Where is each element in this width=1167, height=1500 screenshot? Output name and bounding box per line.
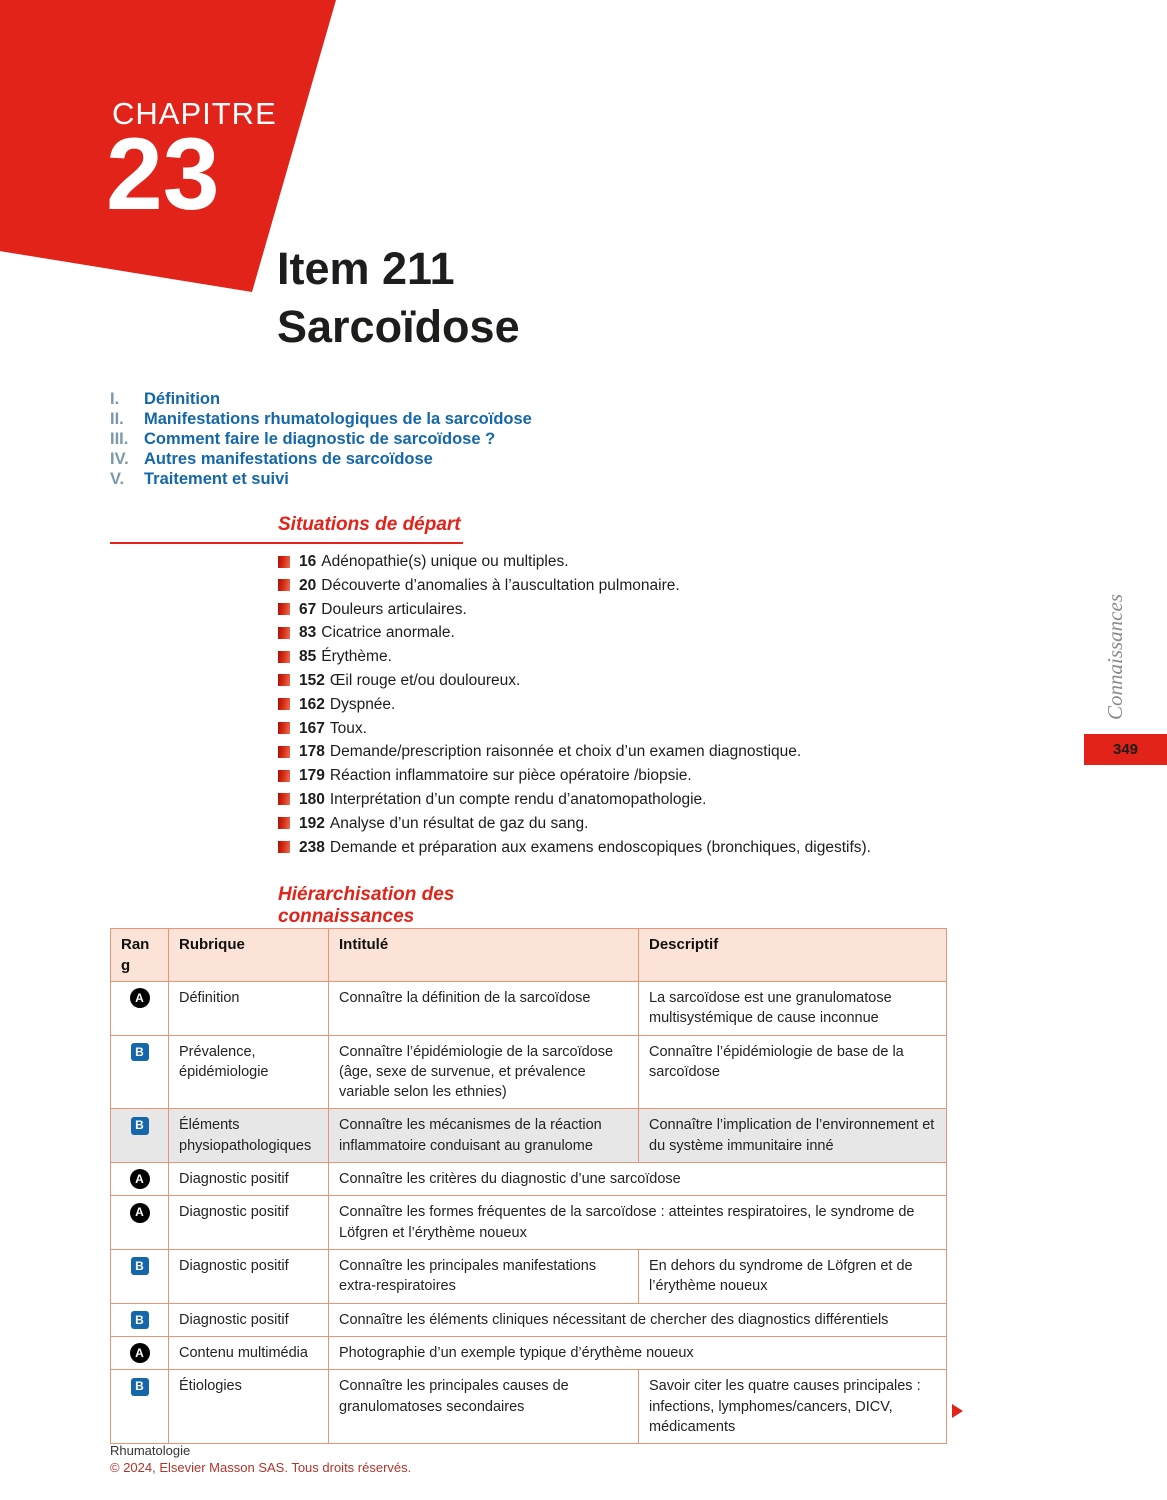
- situation-item: [278, 551, 871, 572]
- situation-item: [278, 837, 871, 858]
- descriptif-cell: Connaître l’épidémiologie de base de la sarcoïdose: [639, 1035, 947, 1109]
- table-header-cell: Rubrique: [169, 929, 329, 982]
- situation-number: 178: [299, 743, 325, 761]
- situation-item: [278, 622, 871, 643]
- rank-a-badge: A: [130, 988, 150, 1008]
- rank-a-badge: A: [130, 1343, 150, 1363]
- toc-numeral: III.: [110, 430, 129, 448]
- rubrique-cell: Diagnostic positif: [169, 1163, 329, 1196]
- table-row: [111, 1336, 947, 1369]
- situation-number: 238: [299, 838, 325, 856]
- knowledge-table-header: [111, 929, 947, 982]
- rank-cell: [111, 1109, 169, 1163]
- toc-numeral: I.: [110, 390, 120, 408]
- situation-text: Œil rouge et/ou douloureux.: [329, 671, 521, 689]
- rubrique-cell: Diagnostic positif: [169, 1250, 329, 1304]
- red-square-icon: [278, 674, 290, 686]
- situation-number: 16: [299, 553, 317, 570]
- table-row: [111, 1035, 947, 1109]
- intitule-cell: Connaître les critères du diagnostic d’une sarcoïdose: [329, 1163, 947, 1196]
- table-row: [111, 1250, 947, 1304]
- situation-number: 192: [299, 814, 325, 832]
- rubrique-cell: Éléments physiopathologiques: [169, 1109, 329, 1163]
- knowledge-table-body: [111, 982, 947, 1444]
- toc-item: [110, 389, 532, 409]
- table-row: [111, 1109, 947, 1163]
- situation-item: [278, 575, 871, 596]
- toc-numeral: II.: [110, 410, 124, 428]
- rank-cell: [111, 1336, 169, 1369]
- page-title-line2: Sarcoïdose: [277, 300, 520, 352]
- table-header-cell: Intitulé: [329, 929, 639, 982]
- toc-item-label: Autres manifestations de sarcoïdose: [144, 450, 433, 468]
- red-square-icon: [278, 698, 290, 710]
- intitule-cell: Connaître les mécanismes de la réaction inflammatoire conduisant au granulome: [329, 1109, 639, 1163]
- rank-cell: [111, 1250, 169, 1304]
- rank-cell: [111, 1163, 169, 1196]
- situation-item: [278, 694, 871, 715]
- table-row: [111, 982, 947, 1036]
- toc-item: [110, 429, 532, 449]
- red-square-icon: [278, 627, 290, 639]
- rubrique-cell: Étiologies: [169, 1370, 329, 1444]
- intitule-cell: Connaître les éléments cliniques nécessitant de chercher des diagnostics différentiels: [329, 1303, 947, 1336]
- toc-numeral: V.: [110, 470, 125, 488]
- toc-item-label: Comment faire le diagnostic de sarcoïdose ?: [144, 430, 496, 448]
- rank-cell: [111, 1035, 169, 1109]
- situation-number: 162: [299, 695, 325, 713]
- red-square-icon: [278, 603, 290, 615]
- situation-text: Adénopathie(s) unique ou multiples.: [321, 553, 569, 570]
- situations-heading-rule: [110, 514, 463, 544]
- rubrique-cell: Diagnostic positif: [169, 1196, 329, 1250]
- situations-heading: Situations de départ: [278, 514, 461, 535]
- intitule-cell: Connaître les formes fréquentes de la sarcoïdose : atteintes respiratoires, le syndrome de Löfgren et l’érythème noueux: [329, 1196, 947, 1250]
- knowledge-table: [110, 928, 947, 1444]
- toc-item: [110, 409, 532, 429]
- situation-number: 83: [299, 624, 317, 642]
- descriptif-cell: En dehors du syndrome de Löfgren et de l’érythème noueux: [639, 1250, 947, 1304]
- situation-number: 179: [299, 767, 325, 785]
- red-square-icon: [278, 841, 290, 853]
- situation-text: Réaction inflammatoire sur pièce opératoire /biopsie.: [329, 767, 692, 785]
- red-square-icon: [278, 793, 290, 805]
- toc-item: [110, 469, 532, 489]
- toc-numeral: IV.: [110, 450, 129, 468]
- rank-cell: [111, 982, 169, 1036]
- page-footer: [110, 1442, 411, 1476]
- chapter-label: CHAPITRE: [112, 96, 277, 131]
- red-square-icon: [278, 817, 290, 829]
- situation-number: 167: [299, 719, 325, 737]
- red-square-icon: [278, 770, 290, 782]
- situations-list: [278, 551, 871, 860]
- rank-b-badge: B: [131, 1117, 149, 1135]
- red-square-icon: [278, 746, 290, 758]
- situation-item: [278, 599, 871, 620]
- red-square-icon: [278, 722, 290, 734]
- intitule-cell: Connaître les principales manifestations extra-respiratoires: [329, 1250, 639, 1304]
- situation-item: [278, 670, 871, 691]
- table-row: [111, 1303, 947, 1336]
- red-square-icon: [278, 556, 290, 568]
- situation-item: [278, 765, 871, 786]
- rank-a-badge: A: [130, 1203, 150, 1223]
- intitule-cell: Photographie d’un exemple typique d’érythème noueux: [329, 1336, 947, 1369]
- page-title: [277, 240, 520, 355]
- intitule-cell: Connaître l’épidémiologie de la sarcoïdose (âge, sexe de survenue, et prévalence variable selon les ethnies): [329, 1035, 639, 1109]
- situation-text: Toux.: [329, 719, 367, 737]
- rank-b-badge: B: [131, 1378, 149, 1396]
- situation-text: Demande/prescription raisonnée et choix d’un examen diagnostique.: [329, 743, 802, 761]
- page-number-badge: 349: [1084, 734, 1167, 765]
- rubrique-cell: Diagnostic positif: [169, 1303, 329, 1336]
- rank-b-badge: B: [131, 1257, 149, 1275]
- situation-item: [278, 741, 871, 762]
- situation-item: [278, 813, 871, 834]
- table-row: [111, 1196, 947, 1250]
- footer-book-title: Rhumatologie: [110, 1443, 191, 1458]
- situation-text: Interprétation d’un compte rendu d’anatomopathologie.: [329, 790, 707, 808]
- situation-text: Demande et préparation aux examens endoscopiques (bronchiques, digestifs).: [329, 838, 871, 856]
- situation-item: [278, 718, 871, 739]
- rubrique-cell: Prévalence, épidémiologie: [169, 1035, 329, 1109]
- rank-a-badge: A: [130, 1169, 150, 1189]
- rubrique-cell: Contenu multimédia: [169, 1336, 329, 1369]
- descriptif-cell: Savoir citer les quatre causes principales : infections, lymphomes/cancers, DICV, médicaments: [639, 1370, 947, 1444]
- situation-number: 85: [299, 648, 317, 666]
- rubrique-cell: Définition: [169, 982, 329, 1036]
- situation-item: [278, 789, 871, 810]
- situation-text: Découverte d’anomalies à l’auscultation pulmonaire.: [321, 576, 680, 594]
- situation-text: Cicatrice anormale.: [321, 624, 455, 642]
- footer-copyright: © 2024, Elsevier Masson SAS. Tous droits réservés.: [110, 1460, 412, 1475]
- chapter-number: 23: [106, 117, 220, 231]
- situation-number: 152: [299, 671, 325, 689]
- toc-list: [110, 389, 532, 489]
- table-header-cell: Rang: [111, 929, 169, 982]
- intitule-cell: Connaître la définition de la sarcoïdose: [329, 982, 639, 1036]
- situation-text: Analyse d’un résultat de gaz du sang.: [329, 814, 589, 832]
- rank-cell: [111, 1196, 169, 1250]
- situation-text: Érythème.: [321, 648, 392, 666]
- intitule-cell: Connaître les principales causes de granulomatoses secondaires: [329, 1370, 639, 1444]
- situation-text: Douleurs articulaires.: [321, 600, 467, 618]
- situation-item: [278, 646, 871, 667]
- descriptif-cell: La sarcoïdose est une granulomatose multisystémique de cause inconnue: [639, 982, 947, 1036]
- section-tab-label: Connaissances: [1103, 594, 1127, 720]
- descriptif-cell: Connaître l’implication de l’environnement et du système immunitaire inné: [639, 1109, 947, 1163]
- page-title-line1: Item 211: [277, 243, 455, 294]
- situation-text: Dyspnée.: [329, 695, 396, 713]
- rank-b-badge: B: [131, 1311, 149, 1329]
- situation-number: 67: [299, 600, 317, 618]
- toc-item-label: Traitement et suivi: [144, 470, 289, 488]
- toc-item-label: Définition: [144, 390, 221, 408]
- table-row: [111, 1163, 947, 1196]
- toc-item-label: Manifestations rhumatologiques de la sarcoïdose: [144, 410, 532, 428]
- red-square-icon: [278, 651, 290, 663]
- rank-cell: [111, 1303, 169, 1336]
- situation-number: 180: [299, 790, 325, 808]
- table-header-cell: Descriptif: [639, 929, 947, 982]
- hierarchisation-heading: Hiérarchisation des connaissances: [278, 884, 455, 927]
- rank-b-badge: B: [131, 1043, 149, 1061]
- rank-cell: [111, 1370, 169, 1444]
- red-square-icon: [278, 579, 290, 591]
- toc-item: [110, 449, 532, 469]
- continuation-arrow-icon: [952, 1404, 963, 1418]
- table-row: [111, 1370, 947, 1444]
- situation-number: 20: [299, 576, 317, 594]
